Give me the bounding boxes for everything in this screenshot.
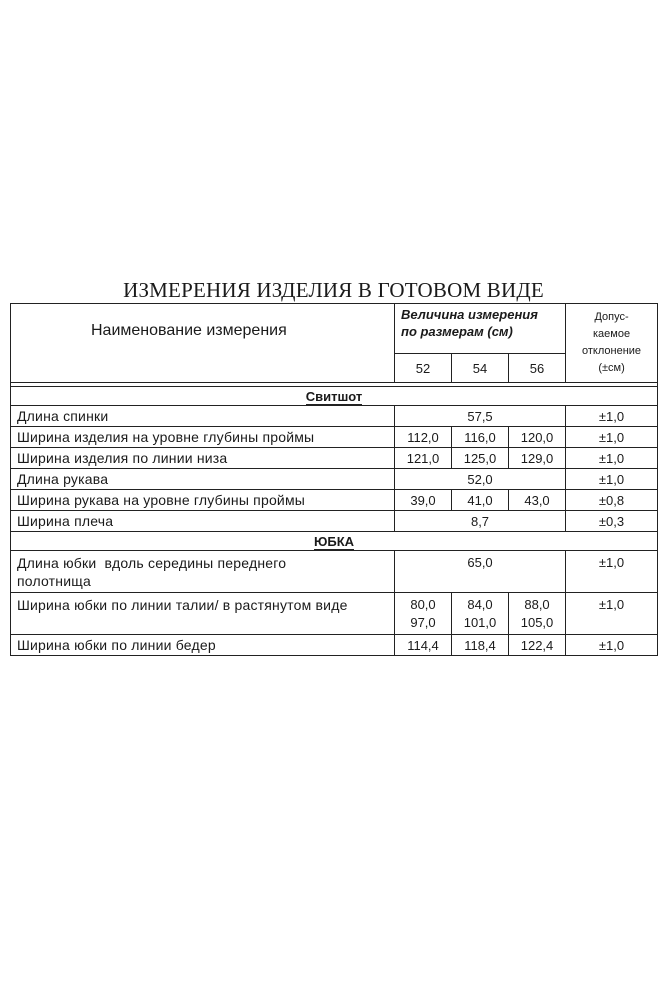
row-value-54: 116,0 (452, 427, 509, 448)
row-name: Длина спинки (11, 406, 395, 427)
row-value-merged: 8,7 (395, 511, 566, 532)
header-tolerance (566, 304, 658, 383)
row-value-52: 112,0 (395, 427, 452, 448)
row-value-56: 43,0 (509, 490, 566, 511)
table-row (11, 469, 658, 490)
row-value-52: 114,4 (395, 635, 452, 656)
table-row (11, 511, 658, 532)
row-name: Ширина изделия по линии низа (11, 448, 395, 469)
table-row (11, 448, 658, 469)
row-value-54: 41,0 (452, 490, 509, 511)
table-row (11, 593, 658, 635)
header-tol-line3: отклонение (582, 345, 642, 357)
row-value-merged: 52,0 (395, 469, 566, 490)
row-value-56-b: 105,0 (520, 615, 554, 630)
measurements-table (10, 303, 658, 656)
row-value-56: 120,0 (509, 427, 566, 448)
header-name: Наименование измерения (11, 304, 395, 383)
row-name: Ширина юбки по линии талии/ в растянутом виде (11, 593, 395, 635)
header-tol-line1: Допус- (594, 311, 629, 323)
header-size-value (395, 304, 566, 354)
row-value-52: 121,0 (395, 448, 452, 469)
row-value-54: 118,4 (452, 635, 509, 656)
row-value-52-a: 80,0 (410, 597, 436, 612)
row-tolerance: ±0,8 (566, 490, 658, 511)
row-name-line2: полотнища (17, 573, 91, 589)
row-value-54 (452, 593, 509, 635)
row-value-54-b: 101,0 (463, 615, 497, 630)
row-value-52 (395, 593, 452, 635)
row-value-56: 122,4 (509, 635, 566, 656)
row-value-merged: 65,0 (395, 551, 566, 593)
row-tolerance: ±1,0 (566, 551, 658, 593)
row-tolerance: ±0,3 (566, 511, 658, 532)
row-name: Ширина рукава на уровне глубины проймы (11, 490, 395, 511)
section-row-skirt (11, 532, 658, 551)
section-title-sweatshirt (11, 387, 658, 406)
header-tol-line4: (±см) (598, 362, 625, 374)
row-value-56 (509, 593, 566, 635)
row-name-line1: Длина юбки вдоль середины переднего (17, 555, 287, 571)
section-title-sweatshirt-text: Свитшот (305, 388, 363, 404)
row-value-merged: 57,5 (395, 406, 566, 427)
header-size-line1: Величина измерения (401, 307, 538, 322)
section-row-sweatshirt (11, 387, 658, 406)
row-tolerance: ±1,0 (566, 469, 658, 490)
row-name: Ширина изделия на уровне глубины проймы (11, 427, 395, 448)
row-value-56-a: 88,0 (524, 597, 550, 612)
row-tolerance: ±1,0 (566, 448, 658, 469)
row-value-56: 129,0 (509, 448, 566, 469)
table-row (11, 490, 658, 511)
row-tolerance: ±1,0 (566, 406, 658, 427)
row-tolerance: ±1,0 (566, 427, 658, 448)
row-name: Ширина юбки по линии бедер (11, 635, 395, 656)
row-name (11, 551, 395, 593)
row-name: Ширина плеча (11, 511, 395, 532)
table-row (11, 635, 658, 656)
table-row (11, 551, 658, 593)
row-value-52-b: 97,0 (410, 615, 436, 630)
section-title-skirt (11, 532, 658, 551)
row-name: Длина рукава (11, 469, 395, 490)
table-row (11, 406, 658, 427)
row-value-54-a: 84,0 (467, 597, 493, 612)
section-title-skirt-text: ЮБКА (313, 533, 355, 549)
header-tol-line2: каемое (592, 328, 631, 340)
size-52: 52 (395, 354, 452, 383)
size-56: 56 (509, 354, 566, 383)
header-row (11, 304, 658, 354)
table-row (11, 427, 658, 448)
header-size-line2: по размерам (см) (401, 324, 513, 339)
row-tolerance: ±1,0 (566, 635, 658, 656)
size-54: 54 (452, 354, 509, 383)
row-value-54: 125,0 (452, 448, 509, 469)
document-title: ИЗМЕРЕНИЯ ИЗДЕЛИЯ В ГОТОВОМ ВИДЕ (123, 278, 544, 302)
row-tolerance: ±1,0 (566, 593, 658, 635)
row-value-52: 39,0 (395, 490, 452, 511)
